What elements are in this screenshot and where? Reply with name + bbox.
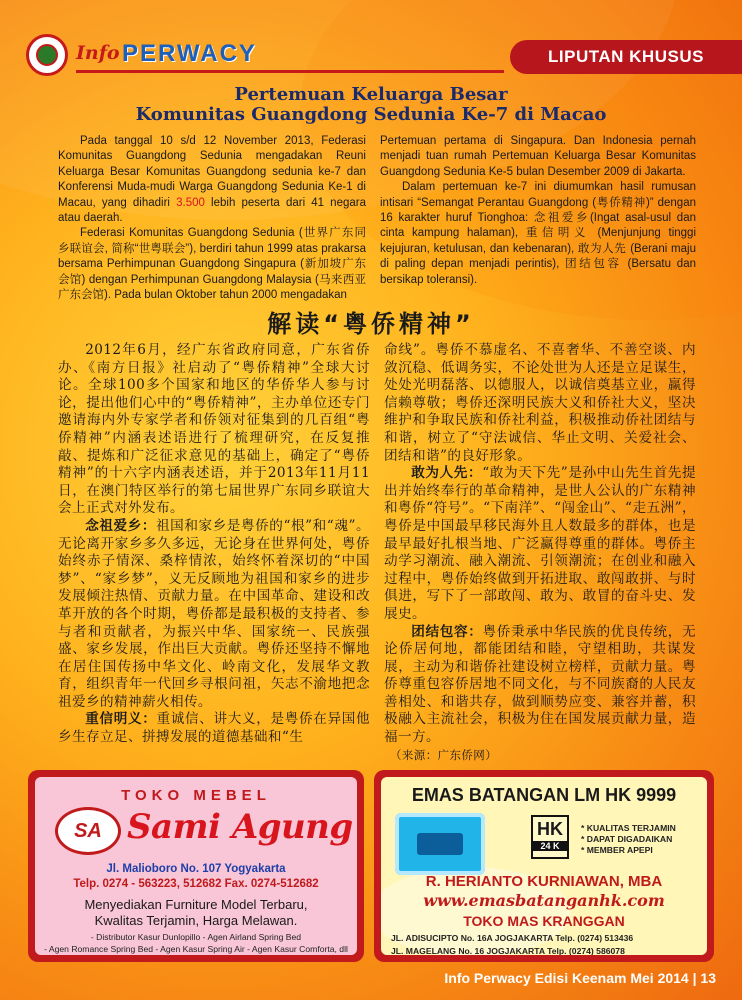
ad-website: www.emasbatanganhk.com	[423, 891, 665, 910]
brand-info: Info	[76, 42, 120, 64]
article-paragraph: Pada tanggal 10 s/d 12 November 2013, Federasi Komunitas Guangdong Sedunia mengadakan Reuni Keluarga Besar Komunitas Guangdong sedunia ke-7 dan Konferensi Muda-mudi Warga Guangdong Sedunia Ke-1 di Macau, yang dihadiri 3.500 lebih peserta dari 41 negara atau daerah.	[58, 135, 366, 225]
ad-address: JL. MAGELANG No. 16 JOGJAKARTA Telp. (0274) 586078	[391, 946, 625, 955]
zh-paragraph: 念祖爱乡：祖国和家乡是粤侨的“根”和“魂”。无论离开家乡多久多远，无论身在世界何处，粤侨始终赤子情深、桑梓情浓，始终怀着深切的“中国梦”、“家乡梦”，义无反顾地为祖国和家乡的进步发展倾注热情、贡献力量。在中国革命、建设和改革开放的各个时期，粤侨都是最积极的支持者、参与者和贡献者，为振兴中华、国家统一、民族强盛、家乡发展，作出巨大贡献。粤侨还坚持不懈地在居住国传扬中华文化、岭南文化，发展华文教育，组织青年一代回乡寻根问祖，矢志不渝地把念祖爱乡的精神薪火相传。	[58, 517, 370, 710]
zh-lead: 团结包容：	[411, 623, 483, 640]
zh-paragraph: 团结包容：粤侨秉承中华民族的优良传统，无论侨居何地，都能团结和睦，守望相助，共谋发展，主动为和谐侨社建设树立榜样，贡献力量。粤侨尊重包容侨居地不同文化，与不同族裔的人民友善相处、和谐共存，做到顺势应变、兼容并蓄，积极融入主流社会，积极为住在国发展贡献力量，造福一方。	[384, 623, 697, 746]
ad-headline: EMAS BATANGAN LM HK 9999	[411, 785, 677, 805]
article-paragraph: Federasi Komunitas Guangdong Sedunia (世界广东同乡联谊会, 简称“世粤联会”), berdiri tahun 1999 atas prakarsa bersama Perhimpunan Guangdong Singapura (新加坡广东会馆) dengan Perhimpunan Guangdong Malaysia (马来西亚广东会馆). Pada bulan Oktober tahun 2000 mengadakan	[58, 227, 366, 302]
article-column-right	[380, 134, 696, 288]
page-footer: Info Perwacy Edisi Keenam Mei 2014 | 13	[444, 970, 716, 986]
header-rule	[76, 70, 504, 73]
zh-source: （来源：广东侨网）	[390, 747, 498, 762]
ad-address: Jl. Malioboro No. 107 Yogyakarta	[106, 863, 286, 875]
association-logo-icon	[26, 34, 68, 76]
ad-toko-label: TOKO MEBEL	[121, 787, 271, 804]
article-paragraph: Dalam pertemuan ke-7 ini diumumkan hasil rumusan intisari “Semangat Perantau Guangdong (粤侨精神)” dengan 16 karakter huruf Tionghoa: 念祖爱乡(Ingat asal-usul dan cinta kampung halaman), 重信明义 (Menjunjung tinggi kejujuran, ketulusan, dan kebenaran), 敢为人先 (Berani maju di paling depan menjadi perintis), 团结包容 (Bersatu dan bersikap toleransi).	[380, 181, 696, 286]
ad-address: JL. ADISUCIPTO No. 16A JOGJAKARTA Telp. (0274) 513436	[391, 933, 634, 943]
zh-column-right	[384, 342, 696, 764]
brand-name: PERWACY	[122, 40, 257, 67]
zh-paragraph: 重信明义：重诚信、讲大义，是粤侨在异国他乡生存立足、拼搏发展的道德基础和“生	[58, 711, 371, 746]
ad-owner: R. HERIANTO KURNIAWAN, MBA	[425, 873, 663, 890]
zh-lead: 念祖爱乡：	[85, 517, 156, 534]
zh-lead: 敢为人先：	[411, 465, 483, 482]
article-column-left	[58, 134, 366, 303]
sami-agung-logo-icon: SA	[55, 807, 121, 855]
attendance-number: 3.500	[176, 196, 205, 209]
zh-column-left	[58, 342, 370, 747]
section-tag: LIPUTAN KHUSUS	[510, 40, 742, 74]
article-title-line1: Pertemuan Keluarga Besar	[234, 84, 508, 105]
ad-sami-agung	[28, 770, 364, 962]
zh-paragraph: 2012年6月，经广东省政府同意，广东省侨办、《南方日报》社启动了“粤侨精神”全球大讨论。全球100多个国家和地区的华侨华人参与讨论，提出他们心中的“粤侨精神”，主办单位还专门邀请海内外专家学者和侨领对征集到的几百组“粤侨精神”内涵表述语进行了梳理研究，在反复推敲、提炼和广泛征求意见的基础上，确定了“粤侨精神”的十六字内涵表述语，并于2013年11月11日，在澳门特区举行的第七届世界广东同乡联谊大会上正式对外发布。	[58, 342, 370, 517]
zh-paragraph: 命线”。粤侨不慕虚名、不喜奢华、不善空谈、内敛沉稳、低调务实，不论处世为人还是立足谋生，处处光明磊落、以德服人，以诚信奠基立业，赢得信赖尊敬；粤侨还深明民族大义和侨社大义，坚决维护和争取民族和侨社利益，积极推动侨社团结与和谐，树立了“守法诚信、华止文明、关爱社会、团结和谐”的良好形象。	[384, 342, 696, 464]
zh-lead: 重信明义：	[85, 711, 157, 728]
hk-badge: HK 24 K	[531, 815, 569, 859]
ad-product-list: - Distributor Kasur Dunlopillo - Agen Airland Spring Bed - Agen Romance Spring Bed - Agen Kasur Spring Air - Agen Kasur Comforta, dll	[44, 932, 348, 954]
ad-emas-batangan	[374, 770, 714, 962]
zh-paragraph: 敢为人先：“敢为天下先”是孙中山先生首先提出并始终奉行的革命精神，是世人公认的广东精神和粤侨“符号”。“下南洋”、“闯金山”、“走五洲”，粤侨是中国最早移民海外且人数最多的群体，也是最早最好扎根当地、广泛赢得尊重的群体。粤侨主动学习潮流、融入潮流、引领潮流；在创业和融入过程中，粤侨始终做到开拓进取、敢闯敢拼、与时俱进，写下了一部敢闯、敢为、敢冒的奋斗史、发展史。	[384, 465, 696, 622]
ad-store-name: Sami Agung	[127, 807, 353, 847]
gold-bar-burst-icon	[395, 813, 485, 875]
ad-features: * KUALITAS TERJAMIN * DAPAT DIGADAIKAN * MEMBER APEPI	[581, 823, 676, 855]
ad-phone: Telp. 0274 - 563223, 512682 Fax. 0274-512682	[73, 878, 319, 890]
ad-description: Menyediakan Furniture Model Terbaru, Kwalitas Terjamin, Harga Melawan.	[84, 897, 308, 928]
ad-store-name: TOKO MAS KRANGGAN	[463, 913, 625, 929]
zh-article-title: 解读“粤侨精神”	[267, 310, 475, 338]
article-paragraph: Pertemuan pertama di Singapura. Dan Indonesia pernah menjadi tuan rumah Pertemuan Keluarga Besar Komunitas Guangdong Sedunia Ke-5 bulan Desember 2009 di Jakarta.	[380, 135, 696, 178]
article-title-line2: Komunitas Guangdong Sedunia Ke-7 di Macao	[135, 104, 607, 125]
